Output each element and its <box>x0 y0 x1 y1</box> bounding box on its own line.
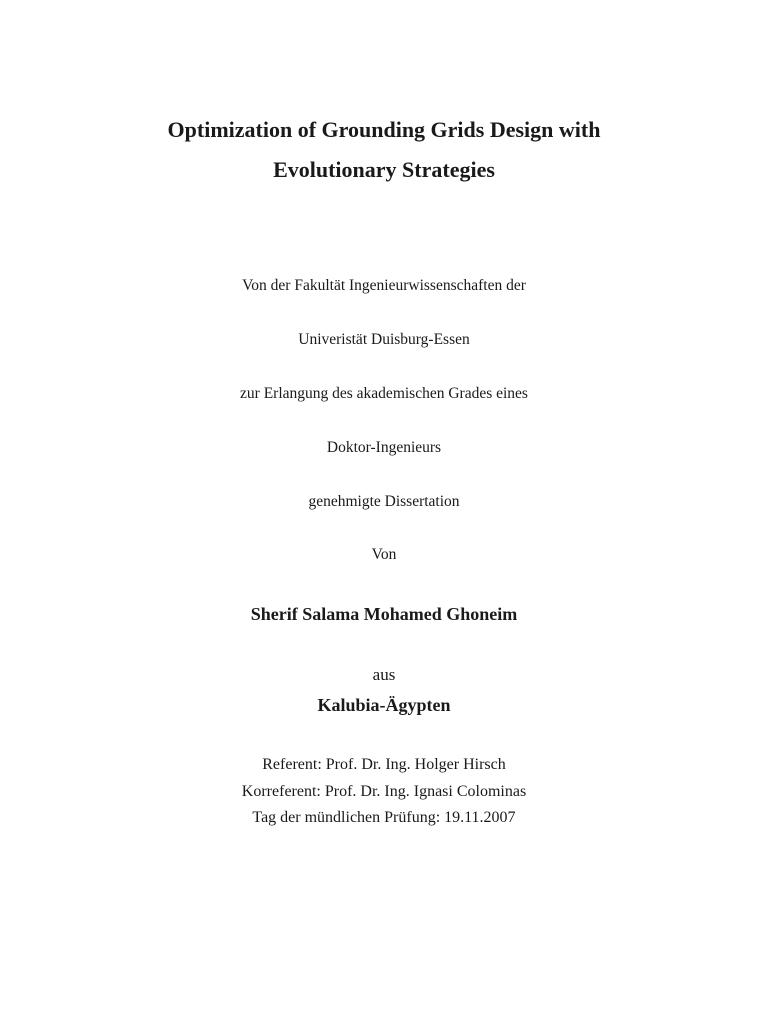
university-line: Univeristät Duisburg-Essen <box>298 331 470 348</box>
referent-line: Referent: Prof. Dr. Ing. Holger Hirsch <box>262 756 506 773</box>
author-name: Sherif Salama Mohamed Ghoneim <box>250 604 518 624</box>
von-line: Von <box>371 546 397 563</box>
thesis-title-line-1: Optimization of Grounding Grids Design with <box>167 117 601 142</box>
exam-date-line: Tag der mündlichen Prüfung: 19.11.2007 <box>252 809 516 826</box>
from-label: aus <box>372 665 396 684</box>
degree-name-line: Doktor-Ingenieurs <box>326 439 442 456</box>
faculty-line: Von der Fakultät Ingenieurwissenschaften der <box>242 277 526 294</box>
korreferent-line: Korreferent: Prof. Dr. Ing. Ignasi Colominas <box>241 783 527 800</box>
approved-dissertation-line: genehmigte Dissertation <box>308 493 460 510</box>
degree-purpose-line: zur Erlangung des akademischen Grades eines <box>240 385 528 402</box>
thesis-title-line-2: Evolutionary Strategies <box>273 157 495 182</box>
author-origin: Kalubia-Ägypten <box>317 695 451 715</box>
